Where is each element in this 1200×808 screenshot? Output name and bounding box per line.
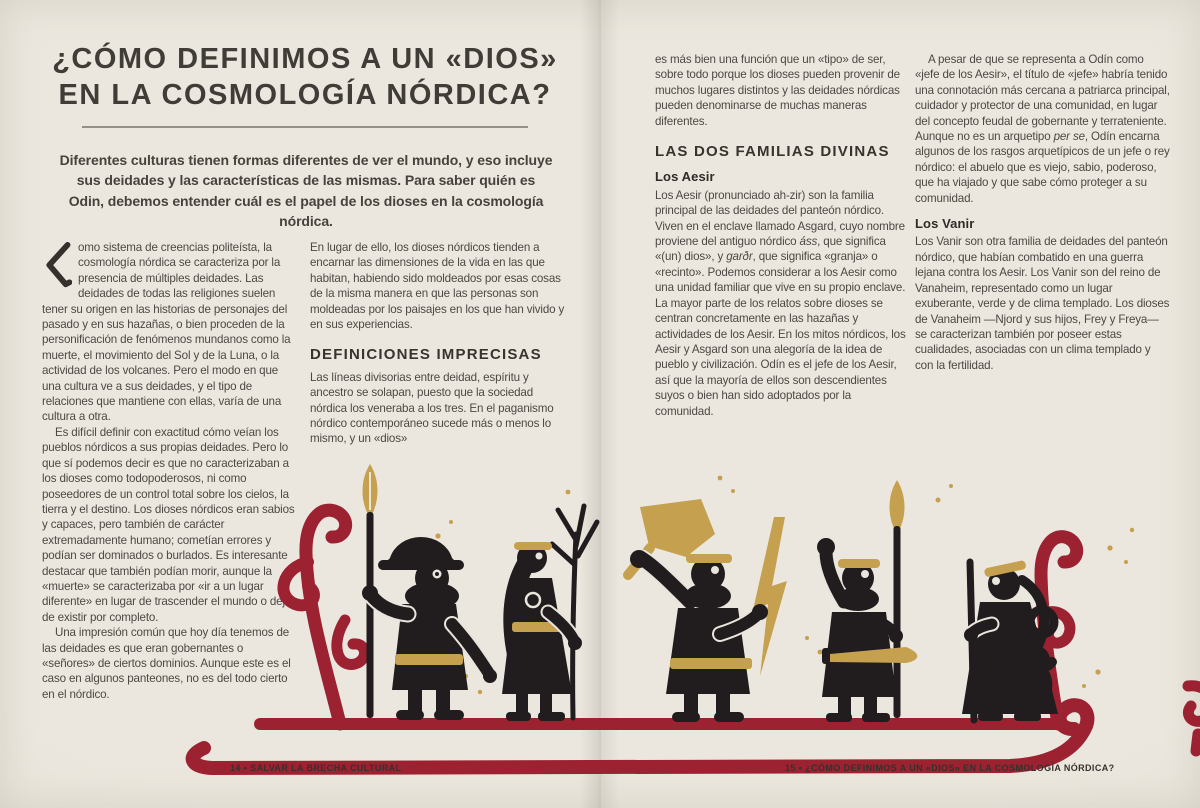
paragraph-text: , que significa «(un) dios», y [655, 235, 886, 264]
lightning-bolt [753, 517, 787, 676]
body-paragraph [42, 240, 295, 425]
right-column-2 [915, 52, 1171, 373]
page-title [38, 42, 572, 128]
page-title-line2: EN LA COSMOLOGÍA NÓRDICA? [58, 78, 552, 111]
paragraph-text: Los Aesir (pronunciado ah-zir) son la familia principal de las deidades del panteón nórdico. Viven en el enclave llamado Asgard, cuyo nombre proviene del antiguo nórdico [655, 188, 905, 249]
subheading-aesir: Los Aesir [655, 169, 715, 185]
section-heading-familias: LAS DOS FAMILIAS DIVINAS [655, 143, 890, 161]
body-paragraph: es más bien una función que un «tipo» de ser, sobre todo porque los dioses pueden provenir de muchos lugares distintos y las deidades nórdicas pueden denominarse de muchas maneras diferentes. [655, 53, 900, 128]
figure-sword-and-spear-god [817, 480, 917, 722]
body-paragraph: En lugar de ello, los dioses nórdicos tienden a encarnar las dimensiones de la vida en las que habitan, habiendo sido moldeados por esas cosas de la misma manera en que las personas son moldeadas por los paisajes en los que han vivido y en sus experiencias. [310, 241, 565, 332]
paragraph-text: A pesar de que se representa a Odín como «jefe de los Aesir», el título de «jefe» habría tenido una connotación más cercana a patriarca principal, cuidador y protector de una comunidad, en lugar del concepto feudal de gobernante y terrateniente. Aunque no es un arquetipo [915, 53, 1170, 144]
subheading-vanir: Los Vanir [915, 216, 975, 232]
left-page-footer: 14 • SALVAR LA BRECHA CULTURAL [230, 763, 402, 773]
paragraph-text: omo sistema de creencias politeísta, la cosmología nórdica se caracteriza por la presencia de múltiples deidades. Las deidades de todas las religiones suelen tener su origen en las historias de personajes del pasado y en sus hazañas, o bien proceden de la personificación de fenómenos mundanos como la muerte, el movimiento del Sol y de la Luna, o la actividad de los volcanes. Pero el modo en que una cultura ve a sus deidades, y el tipo de relaciones que mantiene con ellas, varía de una cultura a otra. [42, 241, 291, 424]
beard [685, 583, 731, 609]
figure-branch-goddess [502, 506, 597, 721]
right-column-1 [655, 52, 909, 419]
left-column-2 [310, 240, 566, 447]
body-paragraph: Una impresión común que hoy día tenemos de las deidades es que eran gobernantes o «señores» de ciertos dominios. Aunque este es el caso en algunos panteones, no es del todo cierto en el nórdico. [42, 626, 291, 701]
headband [514, 542, 552, 550]
figure-hammer-god [628, 499, 787, 722]
italic-term: per se [1053, 130, 1085, 144]
paragraph-text: , que significa «granja» o «recinto». Podemos considerar a los Aesir como una unidad familiar que vive en su propio enclave. La mayor parte de los relatos sobre dioses se centran concretamente en las hazañas y actividades de los Aesir. En los mitos nórdicos, los Aesir y Asgard son una alegoría de la idea de pueblo y civilización. Odín es el jefe de los Aesir, así que la mayoría de ellos son descendientes suyos o bien han sido adoptados por la comunidad. [655, 250, 906, 418]
belt [395, 654, 463, 665]
body-paragraph [915, 52, 1171, 206]
body-paragraph: Los Vanir son otra familia de deidades del panteón nórdico, que habían combatido en una guerra lejana contra los Aesir. Los Vanir son del reino de Vanaheim, representado como un lugar exuberante, verde y de clima templado. Los dioses de Vanaheim —Njord y sus hijos, Frey y Freya— se caracterizan también por poseer estas cualidades, asociadas con un clima templado y con la fertilidad. [915, 235, 1170, 372]
italic-term: garðr [726, 250, 753, 264]
right-page-footer: 15 • ¿CÓMO DEFINIMOS A UN «DIOS» EN LA COSMOLOGÍA NÓRDICA? [785, 763, 1115, 773]
body-paragraph [655, 188, 909, 419]
figure-spear-warrior [362, 464, 497, 720]
beard [837, 587, 879, 611]
intro-paragraph: Diferentes culturas tienen formas diferentes de ver el mundo, y eso incluye sus deidades y las características de las mismas. Para saber quién es Odin, debemos entender cuál es el papel de los dioses en la cosmología nórdica. [59, 152, 553, 230]
spear-tip [890, 480, 905, 534]
paragraph-text: , Odín encarna algunos de los rasgos arquetípicos de un jefe o rey nórdico: el abuelo que es viejo, sabio, poderoso, que ha viajado y que sabe cómo proteger a su comunidad. [915, 130, 1170, 205]
body-paragraph: Las líneas divisorias entre deidad, espíritu y ancestro se solapan, puesto que la sociedad nórdica los veneraba a los tres. En el paganismo nórdico contemporáneo sucede más o menos lo mismo, y un «dios» [310, 370, 554, 446]
headband [838, 559, 880, 568]
sword-hilt [822, 648, 830, 664]
spear-shaft [367, 512, 374, 718]
headband [686, 554, 732, 563]
body-paragraph: Es difícil definir con exactitud cómo veían los pueblos nórdicos a sus propias deidades. Pero lo que sí podemos decir es que no caracterizaban a los dioses como todopoderosos, ni como poseedores de un control total sobre los cielos, la tierra y el destino. Los dioses nórdicos eran sabios y capaces, pero también de carácter extremadamente humano; cometían errores y podían ser dominados o burlados. Es interesante destacar que también podían morir, aunque la «muerte» se caracterizaba por «ir a un lugar diferente» en lugar de trascender el mundo o dejar de existir por completo. [42, 425, 295, 624]
viking-ship-illustration [180, 462, 1200, 778]
dropcap-rune-c [42, 242, 72, 290]
title-underline [82, 126, 528, 128]
italic-term: áss [799, 235, 818, 249]
helmet [386, 537, 456, 562]
belt [670, 658, 752, 669]
page-title-line1: ¿CÓMO DEFINIMOS A UN «DIOS» [52, 43, 558, 75]
raised-arm [641, 558, 690, 602]
section-heading-definiciones: DEFINICIONES IMPRECISAS [310, 346, 542, 364]
